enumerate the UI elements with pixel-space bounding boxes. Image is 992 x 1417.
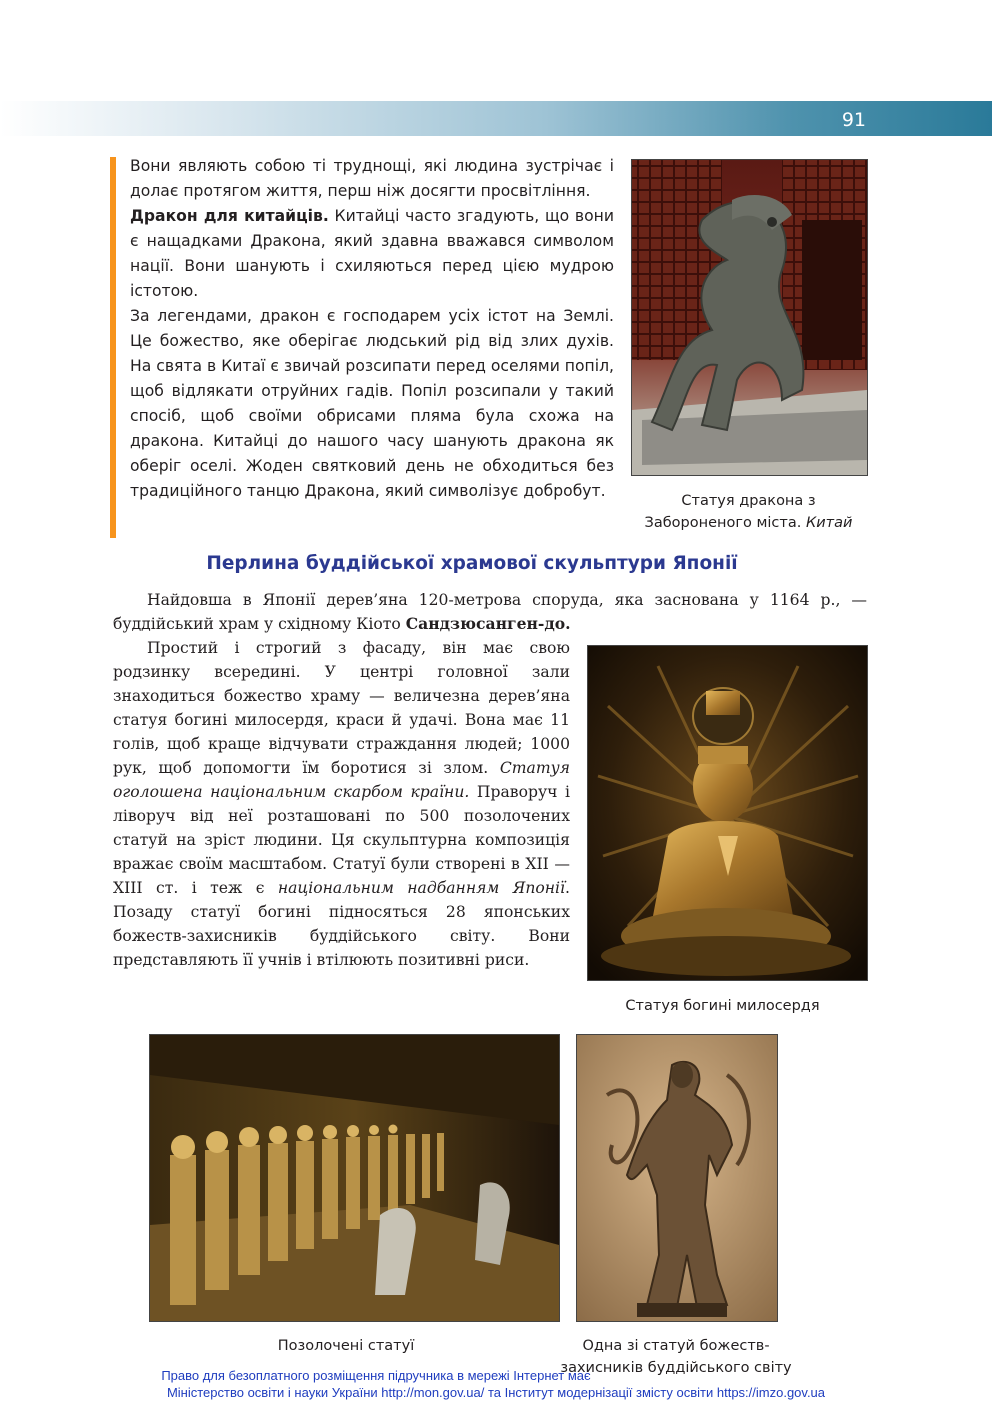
footer-note-line-1: Право для безоплатного розміщення підручника в мережі Інтернет має: [161, 1368, 591, 1383]
dragon-caption-country: Китай: [805, 515, 853, 531]
guardian-statue-photo: [576, 1034, 778, 1322]
intro-paragraph-3: За легендами, дракон є господарем усіх істот на Землі. Це божество, яке оберігає людський рід від злих духів. На свята в Китаї є звичай розсипати перед оселями попіл, щоб відлякати отруйних гадів. Попіл розсипали у такий спосіб, щоб своїми обрисами пляма була схожа на дракона. Китайці до нашого часу шанують дракона як оберіг оселі. Жоден святковий день не обходиться без традиційного танцю Дракона, який символізує добробут.: [130, 307, 614, 500]
goddess-caption: Статуя богині милосердя: [625, 998, 820, 1014]
goddess-statue-photo: [587, 645, 868, 981]
goddess-statue-image: [588, 646, 867, 980]
temple-name: Сандзюсанген-до.: [405, 614, 571, 633]
dragon-statue-photo: [631, 159, 868, 476]
gilded-caption: Позолочені статуї: [277, 1338, 415, 1354]
gilded-statues-photo: [149, 1034, 560, 1322]
dragon-caption-line-2: [626, 512, 871, 534]
intro-text: [130, 154, 614, 504]
guardian-caption-line-1: Одна зі статуй божеств-: [582, 1338, 770, 1354]
dragon-caption: [626, 490, 871, 534]
main-text-2: Праворуч і ліворуч від неї розташовані по 500 позолочених статуй на зріст людини. Ця скульптурна композиція вражає своїм масштабом. Статуї були створені в XII — XIII ст. і теж є: [113, 783, 570, 897]
dragon-heading: Дракон для китайців.: [130, 207, 329, 225]
section-title: Перлина буддійської храмової скульптури Японії: [206, 553, 738, 574]
intro-paragraph-1: Вони являють собою ті труднощі, які людина зустрічає і долає протягом життя, перш ніж досягти просвітління.: [130, 157, 614, 200]
main-italic-2: національним надбанням Японії: [277, 879, 566, 897]
page-number: 91: [841, 109, 866, 131]
dragon-caption-line-1: Статуя дракона з: [681, 493, 816, 509]
lead-paragraph: [113, 588, 867, 636]
lead-text: Найдовша в Японії дерев’яна 120-метрова споруда, яка заснована у 1164 р., — буддійський храм у східному Кіото: [113, 591, 867, 633]
main-paragraph: [113, 636, 570, 972]
gilded-statues-image: [150, 1035, 559, 1321]
main-text-1: Простий і строгий з фасаду, він має свою родзинку всередині. У центрі головної зали знаходиться божество храму — величезна дерев’яна статуя богині милосердя, краси й удачі. Вона має 11 голів, щоб краще відчувати страждання людей; 1000 рук, щоб допомогти їм боротися зі злом.: [113, 639, 570, 777]
guardian-caption-line-2: захисників буддійського світу: [560, 1360, 792, 1376]
dragon-caption-place: Забороненого міста.: [644, 515, 806, 531]
intro-paragraph-2: [130, 204, 614, 304]
footer-note-line-2: Міністерство освіти і науки України http://mon.gov.ua/ та Інститут модернізації змісту освіти https://imzo.gov.ua: [166, 1385, 826, 1400]
main-italic-1: Статуя оголошена національним скарбом країни.: [113, 759, 570, 801]
main-text-3: . Позаду статуї богині підносяться 28 японських божеств-захисників буддійського світу. Вони представляють її учнів і втілюють позитивні риси.: [113, 879, 570, 969]
intro-paragraph-2-text: Китайці часто згадують, що вони є нащадками Дракона, який здавна вважався символом нації. Вони шанують і схиляються перед цією мудрою істотою.: [130, 207, 614, 300]
guardian-statue-image: [577, 1035, 777, 1321]
dragon-statue-image: [632, 160, 867, 475]
accent-bar: [110, 157, 116, 538]
